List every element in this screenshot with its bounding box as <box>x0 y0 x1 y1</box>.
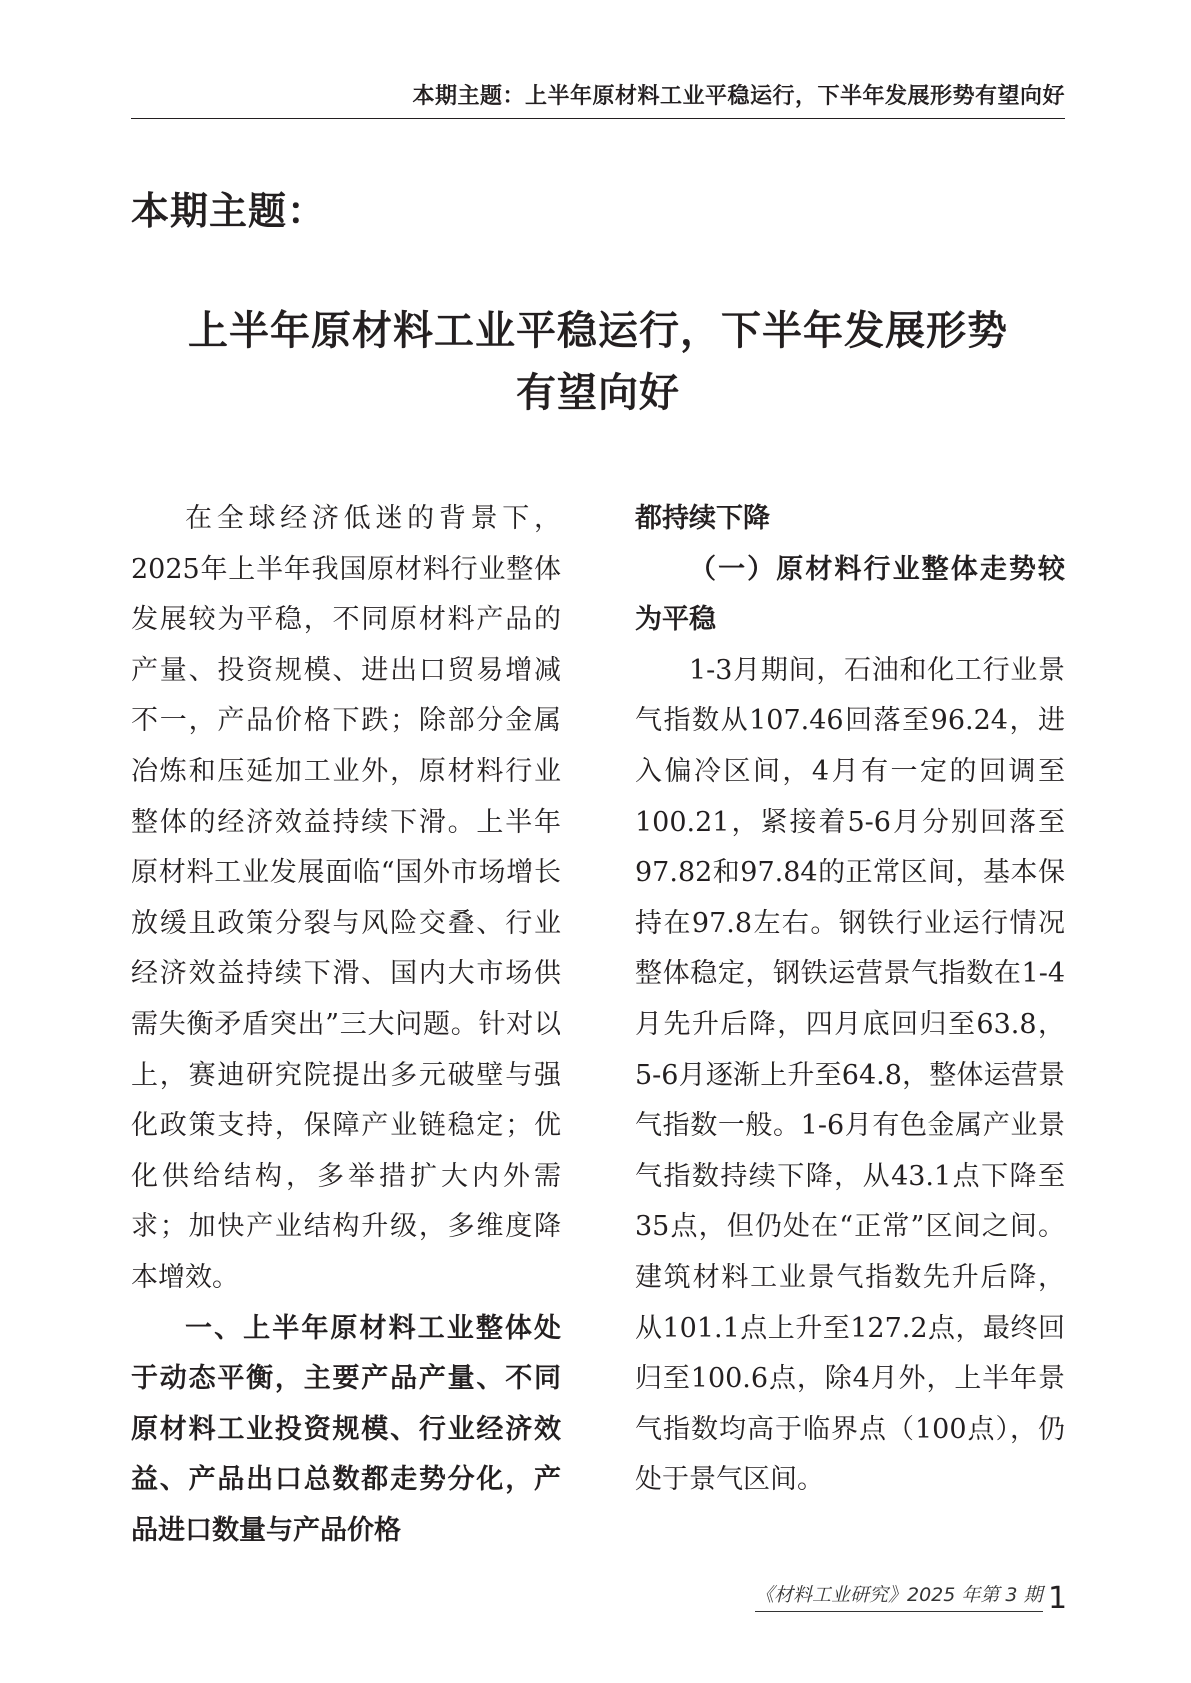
section-heading-1: 一、上半年原材料工业整体处于动态平衡，主要产品产量、不同原材料工业投资规模、行业经济效益、产品出口总数都走势分化，产品进口数量与产品价格 <box>131 1312 561 1546</box>
intro-paragraph: 在全球经济低迷的背景下，2025年上半年我国原材料行业整体发展较为平稳，不同原材料产品的产量、投资规模、进出口贸易增减不一，产品价格下跌；除部分金属冶炼和压延加工业外，原材料行业整体的经济效益持续下滑。上半年原材料工业发展面临“国外市场增长放缓且政策分裂与风险交叠、行业经济效益持续下滑、国内大市场供需失衡矛盾突出”三大问题。针对以上，赛迪研究院提出多元破壁与强化政策支持，保障产业链稳定；优化供给结构，多举措扩大内外需求；加快产业结构升级，多维度降本增效。 <box>131 503 561 1293</box>
article-title-line-2: 有望向好 <box>516 369 680 416</box>
section-label: 本期主题： <box>131 189 327 233</box>
header-rule <box>131 118 1065 119</box>
article-title <box>131 300 1065 424</box>
article-title-line-1: 上半年原材料工业平稳运行，下半年发展形势 <box>188 307 1008 354</box>
running-header: 本期主题：上半年原材料工业平稳运行，下半年发展形势有望向好 <box>412 84 1065 109</box>
left-column <box>131 494 561 1556</box>
subheading-1: （一）原材料行业整体走势较为平稳 <box>635 553 1065 636</box>
section-heading-1-continued: 都持续下降 <box>635 503 770 534</box>
right-column <box>635 494 1065 1506</box>
journal-footer: 《材料工业研究》2025 年第 3 期 <box>755 1582 1043 1612</box>
page-number: 1 <box>1048 1581 1068 1616</box>
body-paragraph: 1-3月期间，石油和化工行业景气指数从107.46回落至96.24，进入偏冷区间，4月有一定的回调至100.21，紧接着5-6月分别回落至97.82和97.84的正常区间，基本保持在97.8左右。钢铁行业运行情况整体稳定，钢铁运营景气指数在1-4月先升后降，四月底回归至63.8，5-6月逐渐上升至64.8，整体运营景气指数一般。1-6月有色金属产业景气指数持续下降，从43.1点下降至35点，但仍处在“正常”区间之间。建筑材料工业景气指数先升后降，从101.1点上升至127.2点，最终回归至100.6点，除4月外，上半年景气指数均高于临界点（100点），仍处于景气区间。 <box>635 654 1065 1496</box>
